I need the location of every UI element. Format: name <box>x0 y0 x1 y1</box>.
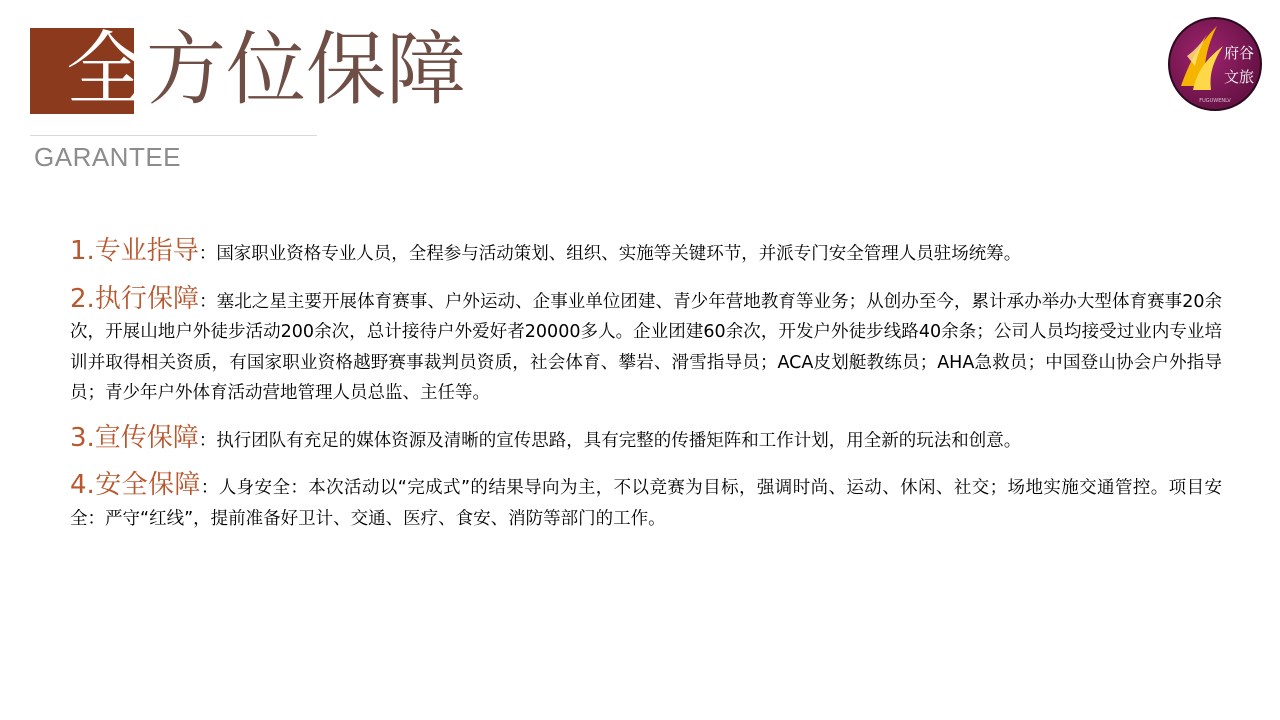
section-execution-guarantee <box>70 284 1222 409</box>
flame-leaf-logo-icon <box>1167 16 1263 112</box>
guarantee-content <box>70 236 1222 548</box>
title-first-char-box <box>30 22 146 117</box>
title-rest: 方位保障 <box>146 23 466 116</box>
section-safety-guarantee <box>70 470 1222 534</box>
section-body: 执行团队有充足的媒体资源及清晰的宣传思路，具有完整的传播矩阵和工作计划，用全新的玩法和创意。 <box>216 430 1022 451</box>
section-body: 塞北之星主要开展体育赛事、户外运动、企事业单位团建、青少年营地教育等业务；从创办至今，累计承办举办大型体育赛事20余次，开展山地户外徒步活动200余次，总计接待户外爱好者20000多人。企业团建60余次，开发户外徒步线路40余条；公司人员均接受过业内专业培训并取得相关资质，有国家职业资格越野赛事裁判员资质，社会体育、攀岩、滑雪指导员；ACA皮划艇教练员；AHA急救员；中国登山协会户外指导员；青少年户外体育活动营地管理人员总监、主任等。 <box>70 291 1223 403</box>
colon-separator: ： <box>200 478 219 498</box>
logo-text-line2: 文旅 <box>1223 68 1255 86</box>
page-subtitle: GARANTEE <box>34 142 182 172</box>
fugu-wenlv-logo <box>1167 16 1263 112</box>
section-body: 人身安全：本次活动以“完成式”的结果导向为主，不以竞赛为目标，强调时尚、运动、休闲、社交；场地实施交通管控。项目安全：严守“红线”，提前准备好卫计、交通、医疗、食安、消防等部门的工作。 <box>70 478 1222 529</box>
section-publicity-guarantee <box>70 423 1222 457</box>
section-heading: 1.专业指导 <box>70 236 199 266</box>
section-heading: 4.安全保障 <box>70 470 201 500</box>
colon-separator: ： <box>198 430 217 451</box>
title-divider <box>30 135 317 136</box>
section-heading: 3.宣传保障 <box>70 422 199 453</box>
colon-separator: ： <box>198 244 217 264</box>
page-title <box>30 22 466 117</box>
section-body: 国家职业资格专业人员，全程参与活动策划、组织、实施等关键环节，并派专门安全管理人员驻场统筹。 <box>216 244 1022 264</box>
section-professional-guidance <box>70 236 1222 270</box>
title-first-char: 全 <box>66 23 146 116</box>
section-heading: 2.执行保障 <box>70 283 200 314</box>
logo-text-line1: 府谷 <box>1223 44 1255 62</box>
colon-separator: ： <box>199 291 217 312</box>
logo-small-text: FUGUWENLV <box>1199 98 1231 104</box>
